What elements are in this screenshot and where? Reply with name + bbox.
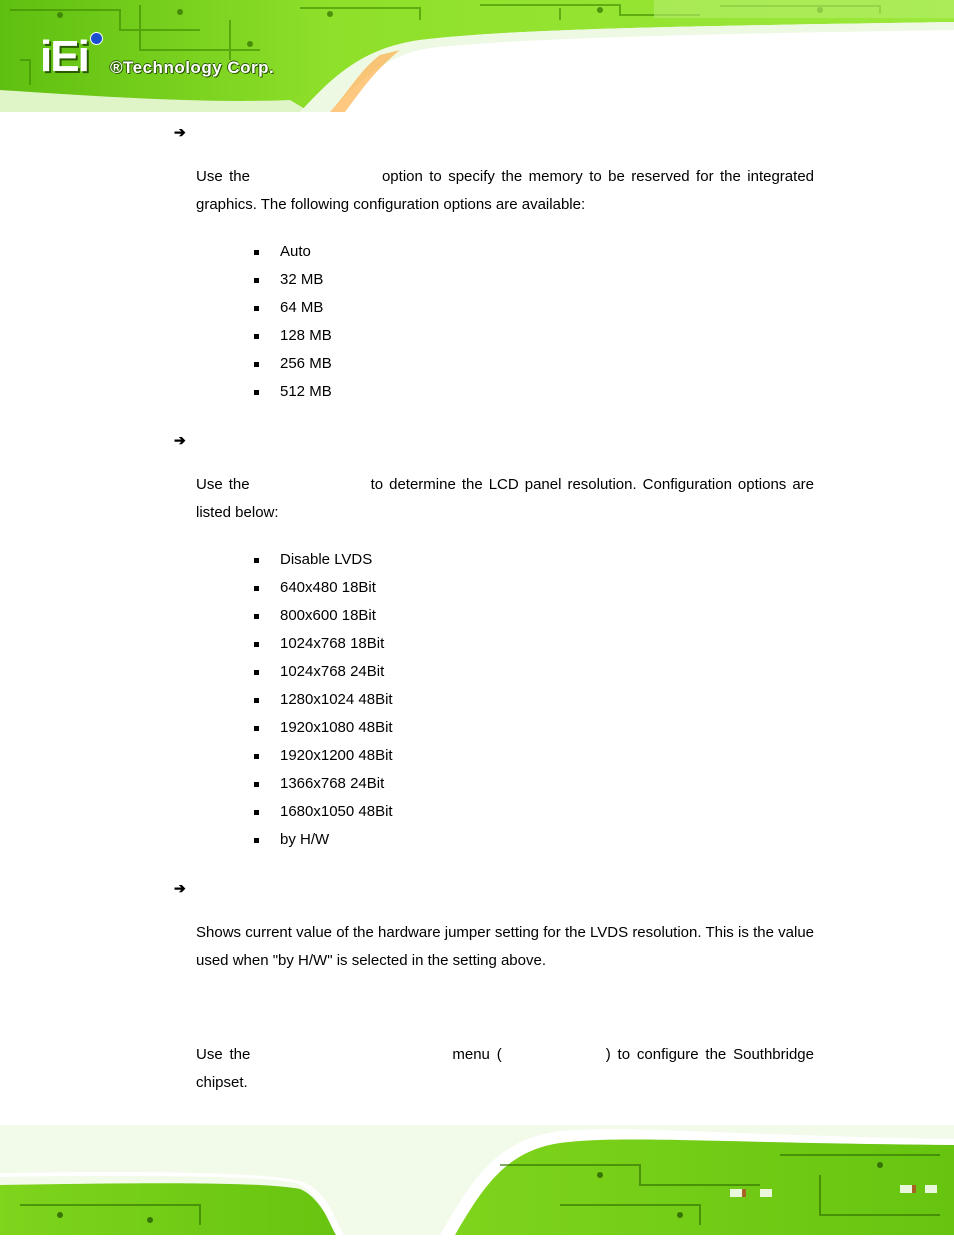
section4-para-mid: menu ( [452, 1046, 502, 1063]
bullet-square-icon [254, 726, 259, 731]
section3-arrow-icon: ➔ [174, 880, 186, 896]
bullet-square-icon [254, 670, 259, 675]
section3-paragraph: Shows current value of the hardware jumper setting for the LVDS resolution. This is the value used when "by H/W" is selected in the setting above. [196, 924, 814, 969]
company-logo-mark: iEi [40, 32, 88, 81]
logo-blue-dot-icon [90, 32, 103, 45]
bullet-square-icon [254, 782, 259, 787]
bullet-square-icon [254, 362, 259, 367]
bullet-square-icon [254, 698, 259, 703]
bullet-square-icon [254, 810, 259, 815]
bullet-square-icon [254, 642, 259, 647]
section4-para-prefix: Use the [196, 1046, 251, 1063]
section1-para-prefix: Use the [196, 168, 250, 185]
page-header-banner [0, 0, 954, 112]
section1-arrow-icon: ➔ [174, 124, 186, 140]
company-logo-text: ®Technology Corp. [110, 58, 275, 77]
section1-paragraph [196, 163, 814, 219]
bullet-square-icon [254, 334, 259, 339]
bullet-square-icon [254, 614, 259, 619]
circuit-board-footer-graphic [0, 1125, 954, 1235]
bullet-square-icon [254, 558, 259, 563]
section4-paragraph [196, 1041, 814, 1097]
bullet-square-icon [254, 754, 259, 759]
bullet-square-icon [254, 278, 259, 283]
section2-paragraph [196, 471, 814, 527]
bullet-square-icon [254, 838, 259, 843]
page-footer-banner [0, 1125, 954, 1235]
bullet-square-icon [254, 390, 259, 395]
section2-arrow-icon: ➔ [174, 432, 186, 448]
bullet-square-icon [254, 250, 259, 255]
section2-para-suffix: to determine the LCD panel resolution. Configuration options are listed below: [196, 476, 815, 521]
section2-para-prefix: Use the [196, 476, 250, 493]
section4-para-suffix: ) to configure the Southbridge chipset. [196, 1046, 814, 1091]
bullet-square-icon [254, 586, 259, 591]
bullet-square-icon [254, 306, 259, 311]
circuit-board-header-graphic [0, 0, 954, 112]
section1-para-suffix: option to specify the memory to be reserved for the integrated graphics. The following configuration options are available: [196, 168, 814, 213]
